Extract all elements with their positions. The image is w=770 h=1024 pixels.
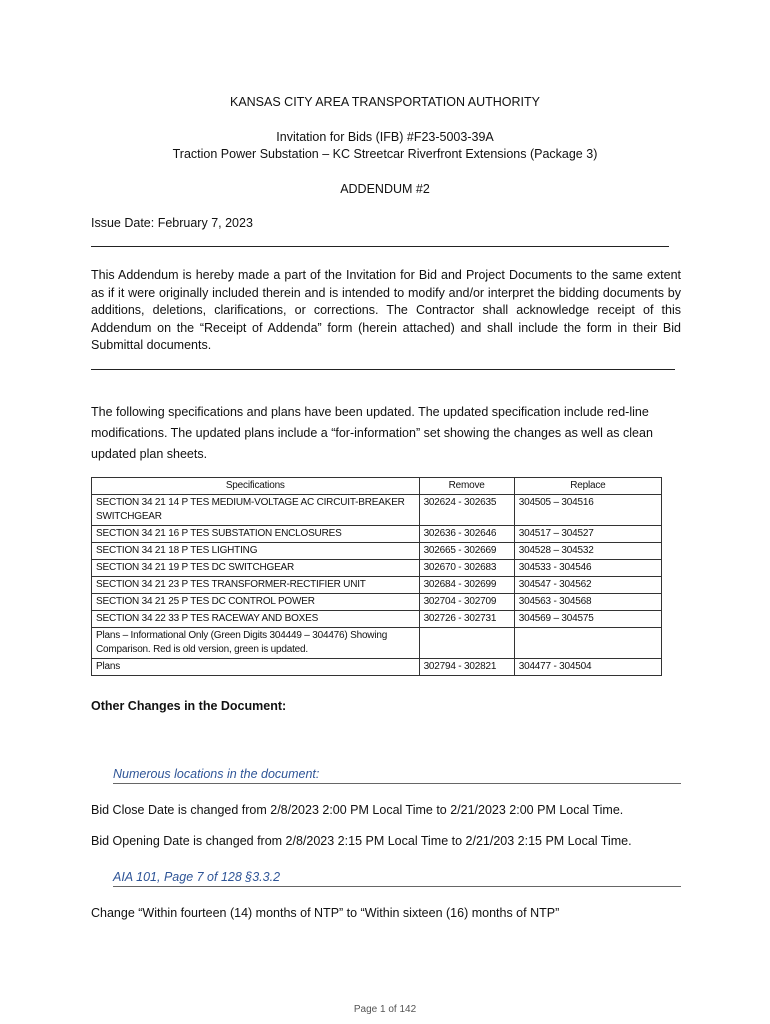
header-remove: Remove [419,478,514,495]
spec-cell: SECTION 34 21 14 P TES MEDIUM-VOLTAGE AC CIRCUIT-BREAKER SWITCHGEAR [92,495,420,526]
spec-cell: SECTION 34 21 18 P TES LIGHTING [92,543,420,560]
table-row [92,560,662,577]
bid-open-change: Bid Opening Date is changed from 2/8/2023 2:15 PM Local Time to 2/21/203 2:15 PM Local Time. [91,834,632,848]
table-row [92,526,662,543]
replace-cell: 304505 – 304516 [514,495,661,526]
page-number: Page 1 of 142 [353,1004,417,1015]
updated-paragraph: The following specifications and plans have been updated. The updated specification include red-line modifications. The updated plans include a “for-information” set showing the changes as well as clean updated plan sheets. [91,405,653,461]
remove-cell: 302726 - 302731 [419,611,514,628]
spec-cell: SECTION 34 22 33 P TES RACEWAY AND BOXES [92,611,420,628]
divider-2 [91,369,675,370]
replace-cell: 304563 - 304568 [514,594,661,611]
remove-cell: 302794 - 302821 [419,659,514,676]
bid-close-change: Bid Close Date is changed from 2/8/2023 2:00 PM Local Time to 2/21/2023 2:00 PM Local Time. [91,803,624,817]
replace-cell: 304528 – 304532 [514,543,661,560]
section-heading-aia: AIA 101, Page 7 of 128 §3.3.2 [113,870,681,887]
replace-cell: 304517 – 304527 [514,526,661,543]
org-title: KANSAS CITY AREA TRANSPORTATION AUTHORITY [229,95,541,109]
ifb-number: Invitation for Bids (IFB) #F23-5003-39A [276,130,494,144]
specifications-table [91,477,662,676]
table-header-row [92,478,662,495]
spec-cell: SECTION 34 21 25 P TES DC CONTROL POWER [92,594,420,611]
replace-cell: 304547 - 304562 [514,577,661,594]
replace-cell: 304569 – 304575 [514,611,661,628]
table-row [92,543,662,560]
ntp-change: Change “Within fourteen (14) months of NTP” to “Within sixteen (16) months of NTP” [91,906,560,920]
addendum-title: ADDENDUM #2 [340,182,430,196]
table-row [92,594,662,611]
project-title: Traction Power Substation – KC Streetcar Riverfront Extensions (Package 3) [172,147,598,161]
remove-cell: 302704 - 302709 [419,594,514,611]
table-row [92,495,662,526]
replace-cell [514,628,661,659]
spec-cell: Plans [92,659,420,676]
divider-1 [91,246,669,247]
header-replace: Replace [514,478,661,495]
replace-cell: 304477 - 304504 [514,659,661,676]
table-row [92,628,662,659]
replace-cell: 304533 - 304546 [514,560,661,577]
remove-cell: 302665 - 302669 [419,543,514,560]
remove-cell: 302636 - 302646 [419,526,514,543]
spec-cell: SECTION 34 21 16 P TES SUBSTATION ENCLOSURES [92,526,420,543]
remove-cell [419,628,514,659]
section-heading-numerous-locations: Numerous locations in the document: [113,767,681,784]
header-specifications: Specifications [92,478,420,495]
spec-cell: SECTION 34 21 19 P TES DC SWITCHGEAR [92,560,420,577]
table-row [92,659,662,676]
spec-cell: Plans – Informational Only (Green Digits 304449 – 304476) Showing Comparison. Red is old version, green is updated. [92,628,420,659]
other-changes-heading: Other Changes in the Document: [91,699,287,713]
spec-cell: SECTION 34 21 23 P TES TRANSFORMER-RECTIFIER UNIT [92,577,420,594]
remove-cell: 302624 - 302635 [419,495,514,526]
table-row [92,611,662,628]
remove-cell: 302684 - 302699 [419,577,514,594]
intro-paragraph: This Addendum is hereby made a part of the Invitation for Bid and Project Documents to the same extent as if it were originally included therein and is intended to modify and/or interpret the bidding documents by additions, deletions, clarifications, or corrections. The Contractor shall acknowledge receipt of this Addendum on the “Receipt of Addenda” form (herein attached) and shall include the form in their Bid Submittal documents. [91,268,681,352]
issue-date: Issue Date: February 7, 2023 [91,216,253,230]
remove-cell: 302670 - 302683 [419,560,514,577]
table-row [92,577,662,594]
